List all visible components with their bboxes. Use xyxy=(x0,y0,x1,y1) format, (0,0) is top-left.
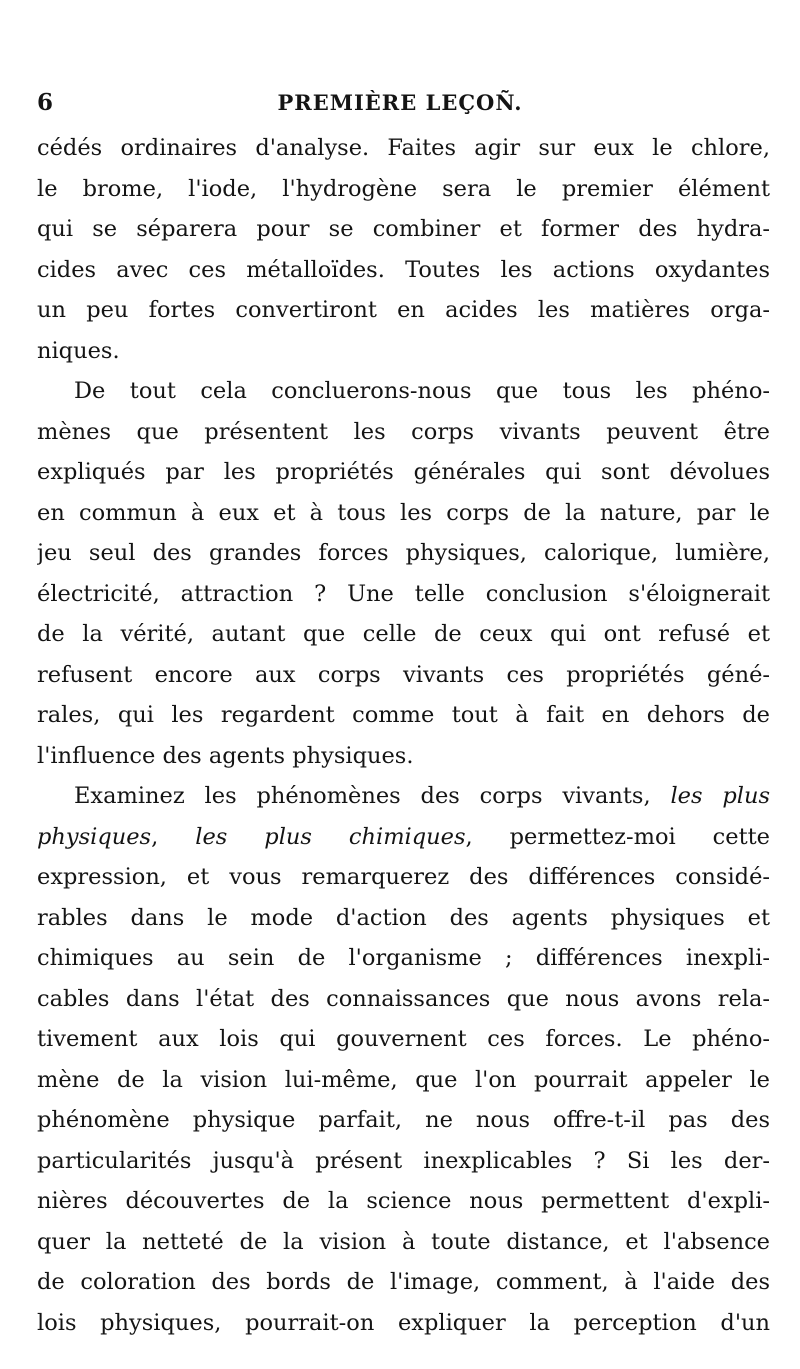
text-line: cides avec ces métalloïdes. Toutes les actions oxydantes xyxy=(37,256,770,283)
text-line: cables dans l'état des connaissances que nous avons rela- xyxy=(37,985,770,1012)
text-line: en commun à eux et à tous les corps de la nature, par le xyxy=(37,499,770,526)
body-text xyxy=(37,128,770,1343)
text-line: un peu fortes convertiront en acides les matières orga- xyxy=(37,297,770,323)
text-line: expliqués par les propriétés générales qui sont dévolues xyxy=(37,459,770,485)
text-line: de la vérité, autant que celle de ceux qui ont refusé et xyxy=(37,621,770,647)
text-line: rables dans le mode d'action des agents physiques et xyxy=(37,904,770,931)
text-line: refusent encore aux corps vivants ces propriétés géné- xyxy=(37,661,770,688)
text-line xyxy=(37,817,770,858)
text-line: mène de la vision lui-même, que l'on pourrait appeler le xyxy=(37,1066,770,1093)
running-head: PREMIÈRE LEÇOÑ. xyxy=(277,90,523,115)
italic-phrase: physiques xyxy=(37,823,152,850)
paragraph-start-line xyxy=(37,776,770,817)
text-line: nières découvertes de la science nous permettent d'expli- xyxy=(37,1188,770,1214)
line-text: , xyxy=(151,823,196,850)
text-line: jeu seul des grandes forces physiques, calorique, lumière, xyxy=(37,540,770,566)
text-line: électricité, attraction ? Une telle conclusion s'éloignerait xyxy=(37,580,770,607)
text-line: quer la netteté de la vision à toute distance, et l'absence xyxy=(37,1228,770,1255)
text-line: particularités jusqu'à présent inexplicables ? Si les der- xyxy=(37,1147,770,1174)
italic-phrase: les plus chimiques xyxy=(195,823,466,850)
line-text: Examinez les phénomènes des corps vivants, xyxy=(74,783,671,809)
text-line: l'influence des agents physiques. xyxy=(37,742,414,769)
page-header xyxy=(0,86,800,120)
text-line: mènes que présentent les corps vivants peuvent être xyxy=(37,418,770,445)
text-line: le brome, l'iode, l'hydrogène sera le premier élément xyxy=(37,175,770,202)
line-text: , permettez-moi cette xyxy=(465,823,770,850)
paragraph-start-line: De tout cela concluerons-nous que tous les phéno- xyxy=(74,378,770,404)
text-line: lois physiques, pourrait-on expliquer la perception d'un xyxy=(37,1309,770,1336)
text-line: chimiques au sein de l'organisme ; différences inexpli- xyxy=(37,945,770,971)
italic-phrase: les plus xyxy=(670,783,770,809)
text-line: expression, et vous remarquerez des différences considé- xyxy=(37,864,770,890)
text-line: phénomène physique parfait, ne nous offre-t-il pas des xyxy=(37,1107,770,1133)
text-line: rales, qui les regardent comme tout à fait en dehors de xyxy=(37,702,770,728)
text-line: tivement aux lois qui gouvernent ces forces. Le phéno- xyxy=(37,1026,770,1052)
text-line: cédés ordinaires d'analyse. Faites agir sur eux le chlore, xyxy=(37,135,770,161)
text-line: niques. xyxy=(37,337,120,364)
page-number: 6 xyxy=(37,89,54,116)
text-line: qui se séparera pour se combiner et former des hydra- xyxy=(37,216,770,242)
text-line: de coloration des bords de l'image, comment, à l'aide des xyxy=(37,1269,770,1295)
